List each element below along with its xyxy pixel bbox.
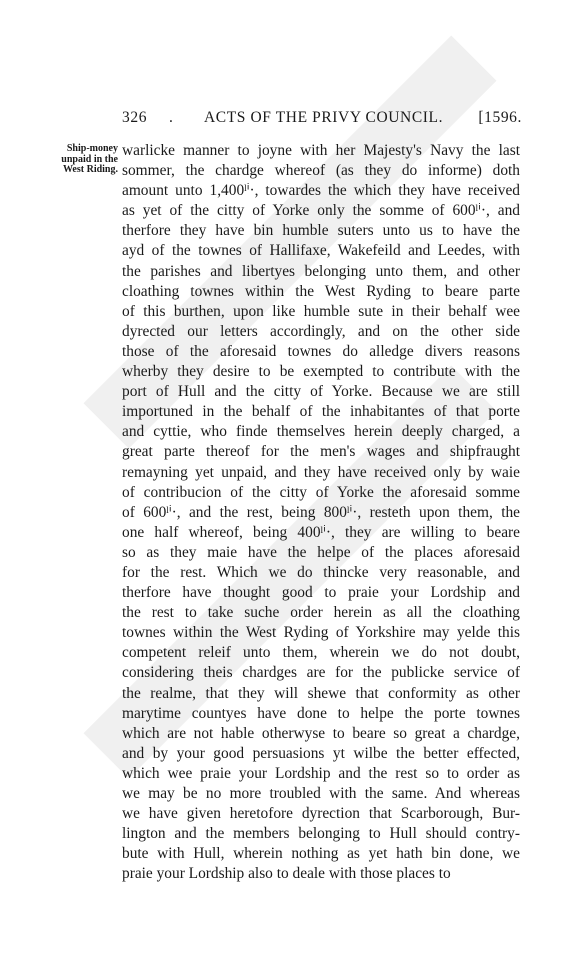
- text-line: lington and the members belonging to Hull should contry-: [122, 825, 520, 843]
- text-line: the rest to take suche order herein as all the cloathing: [122, 604, 520, 622]
- text-line: for the rest. Which we do thincke very reasonable, and: [122, 563, 520, 581]
- text-line: therfore have thought good to praie your Lordship and: [122, 584, 520, 602]
- text-line: cloathing townes within the West Ryding to beare parte: [122, 282, 520, 300]
- text-line: great parte thereof for the men's wages and shipfraught: [122, 443, 520, 461]
- text-line: and by your good persuasions yt wilbe the better effected,: [122, 744, 520, 762]
- body-text: [122, 141, 520, 884]
- text-line: sommer, the chardge whereof (as they do informe) doth: [122, 162, 520, 180]
- text-line: therfore they have bin humble suters unto us to have the: [122, 222, 520, 240]
- text-line: warlicke manner to joyne with her Majesty's Navy the last: [122, 142, 520, 159]
- text-line: competent releif unto them, wherein we do not doubt,: [122, 644, 520, 662]
- text-line: remayning yet unpaid, and they have received only by waie: [122, 463, 520, 481]
- text-line: as yet of the citty of Yorke only the somme of 600ˡⁱ·, and: [122, 202, 520, 220]
- marginal-note: [52, 144, 118, 176]
- text-line: bute with Hull, wherein nothing as yet hath bin done, we: [122, 845, 520, 863]
- marginal-note-line: Ship-money: [66, 143, 118, 154]
- text-line: townes within the West Ryding of Yorkshire may yelde this: [122, 624, 520, 642]
- marginal-note-line: unpaid in the: [61, 153, 118, 165]
- running-title: ACTS OF THE PRIVY COUNCIL.: [204, 109, 444, 126]
- text-line: those of the aforesaid townes do alledge divers reasons: [122, 342, 520, 360]
- text-line: amount unto 1,400ˡⁱ·, towardes the which they have received: [122, 182, 520, 200]
- text-line: dyrected our letters accordingly, and on the other side: [122, 322, 520, 340]
- text-line: considering theis chardges are for the publicke service of: [122, 664, 520, 682]
- text-line: ayd of the townes of Hallifaxe, Wakefeild and Leedes, with: [122, 242, 520, 260]
- text-line: importuned in the behalf of the inhabitantes of that porte: [122, 403, 520, 421]
- header-dot: .: [169, 109, 174, 126]
- text-line: we may be no more troubled with the same. And whereas: [122, 785, 520, 802]
- text-line: praie your Lordship also to deale with those places to: [122, 865, 451, 883]
- running-header: [122, 109, 522, 131]
- text-line: and cyttie, who finde themselves herein deeply charged, a: [122, 423, 520, 441]
- text-line: port of Hull and the citty of Yorke. Because we are still: [122, 383, 520, 401]
- text-line: wherby they desire to be exempted to contribute with the: [122, 363, 520, 381]
- text-line: of contribucion of the citty of Yorke the aforesaid somme: [122, 483, 520, 501]
- text-line: one half whereof, being 400ˡⁱ·, they are willing to beare: [122, 523, 520, 541]
- text-line: which wee praie your Lordship and the rest so to order as: [122, 764, 520, 782]
- text-line: we have given heretofore dyrection that Scarborough, Bur-: [122, 805, 520, 823]
- text-line: of this burthen, upon like humble sute in their behalf wee: [122, 302, 520, 320]
- page-number: 326: [122, 109, 148, 126]
- text-line: of 600ˡⁱ·, and the rest, being 800ˡⁱ·, resteth upon them, the: [122, 503, 520, 521]
- text-line: marytime countyes have done to helpe the porte townes: [122, 704, 520, 722]
- text-line: the parishes and libertyes belonging unto them, and other: [122, 262, 520, 280]
- text-line: which are not hable otherwyse to beare so great a chardge,: [122, 724, 520, 742]
- text-line: the realme, that they will shewe that conformity as other: [122, 684, 520, 702]
- text-line: so as they maie have the helpe of the places aforesaid: [122, 543, 520, 561]
- header-year: [1596.: [478, 109, 522, 126]
- marginal-note-line: West Riding.: [62, 164, 118, 176]
